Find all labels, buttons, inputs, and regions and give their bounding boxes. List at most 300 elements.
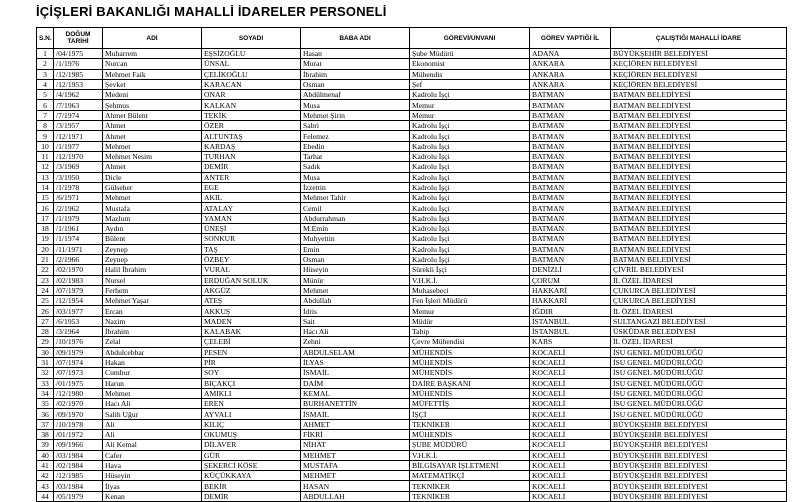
province-cell: BATMAN — [530, 141, 611, 151]
position-cell: DAİRE BAŞKANI — [410, 378, 530, 388]
sn-cell: 35 — [37, 399, 54, 409]
position-cell: Kadrolu İşçi — [410, 172, 530, 182]
birth-date-cell: /10/1976 — [54, 337, 103, 347]
position-cell: Kadrolu İşçi — [410, 244, 530, 254]
surname-cell: DEMİR — [202, 491, 301, 501]
sn-cell: 25 — [37, 296, 54, 306]
table-row — [37, 100, 787, 110]
first-name-cell: Hava — [103, 460, 202, 470]
province-cell: KOCAELİ — [530, 409, 611, 419]
father-name-cell: ABDULLAH — [301, 491, 410, 501]
province-cell: ADANA — [530, 49, 611, 59]
father-name-cell: DAİM — [301, 378, 410, 388]
table-row — [37, 429, 787, 439]
institution-cell: ÜSKÜDAR BELEDİYESİ — [611, 327, 787, 337]
father-name-cell: İdris — [301, 306, 410, 316]
province-cell: KOCAELİ — [530, 419, 611, 429]
father-name-cell: Abdülmenaf — [301, 90, 410, 100]
province-cell: ÇORUM — [530, 275, 611, 285]
province-cell: BATMAN — [530, 172, 611, 182]
position-cell: MÜHENDİS — [410, 388, 530, 398]
birth-date-cell: /2/1962 — [54, 203, 103, 213]
birth-date-cell: /02/1970 — [54, 399, 103, 409]
father-name-cell: MEHMET — [301, 471, 410, 481]
table-row — [37, 172, 787, 182]
province-cell: İSTANBUL — [530, 316, 611, 326]
father-name-cell: Murat — [301, 59, 410, 69]
first-name-cell: Hacı Ali — [103, 399, 202, 409]
column-header-surname: SOYADI — [202, 28, 301, 49]
surname-cell: ÇELEBİ — [202, 337, 301, 347]
sn-cell: 11 — [37, 151, 54, 161]
birth-date-cell: /09/1970 — [54, 409, 103, 419]
table-row — [37, 234, 787, 244]
table-row — [37, 182, 787, 192]
position-cell: TEKNİKER — [410, 419, 530, 429]
institution-cell: İSU GENEL MÜDÜRLÜĞÜ — [611, 347, 787, 357]
birth-date-cell: /12/1971 — [54, 131, 103, 141]
table-row — [37, 316, 787, 326]
surname-cell: KARDAŞ — [202, 141, 301, 151]
surname-cell: EŞSİZOĞLU — [202, 49, 301, 59]
father-name-cell: Mehmet — [301, 285, 410, 295]
position-cell: TEKNİKER — [410, 481, 530, 491]
table-row — [37, 162, 787, 172]
surname-cell: EGE — [202, 182, 301, 192]
father-name-cell: Cemil — [301, 203, 410, 213]
surname-cell: SOY — [202, 368, 301, 378]
birth-date-cell: /07/1979 — [54, 285, 103, 295]
province-cell: İSTANBUL — [530, 327, 611, 337]
institution-cell: İL ÖZEL İDARESİ — [611, 337, 787, 347]
surname-cell: ANTER — [202, 172, 301, 182]
position-cell: Çevre Mühendisi — [410, 337, 530, 347]
first-name-cell: İlyas — [103, 481, 202, 491]
father-name-cell: Sabri — [301, 121, 410, 131]
father-name-cell: MUSTAFA — [301, 460, 410, 470]
position-cell: Kadrolu İşçi — [410, 141, 530, 151]
position-cell: BİLGİSAYAR İŞLETMENİ — [410, 460, 530, 470]
province-cell: BATMAN — [530, 224, 611, 234]
first-name-cell: Mehmet — [103, 193, 202, 203]
province-cell: HAKKARİ — [530, 296, 611, 306]
surname-cell: KALKAN — [202, 100, 301, 110]
surname-cell: ATALAY — [202, 203, 301, 213]
first-name-cell: Mehmet Nesim — [103, 151, 202, 161]
sn-cell: 8 — [37, 121, 54, 131]
surname-cell: VURAL — [202, 265, 301, 275]
surname-cell: ŞEKERCİ KÖSE — [202, 460, 301, 470]
institution-cell: SULTANGAZİ BELEDİYESİ — [611, 316, 787, 326]
first-name-cell: Mehmet Faik — [103, 69, 202, 79]
surname-cell: OKUMUŞ — [202, 429, 301, 439]
first-name-cell: Ahmet Bülent — [103, 110, 202, 120]
first-name-cell: Zeynep — [103, 244, 202, 254]
sn-cell: 39 — [37, 440, 54, 450]
first-name-cell: Mehmet — [103, 388, 202, 398]
father-name-cell: BURHANETTİN — [301, 399, 410, 409]
father-name-cell: İbrahim — [301, 69, 410, 79]
birth-date-cell: /3/1969 — [54, 162, 103, 172]
birth-date-cell: /7/1963 — [54, 100, 103, 110]
province-cell: BATMAN — [530, 162, 611, 172]
birth-date-cell: /07/1973 — [54, 368, 103, 378]
sn-cell: 40 — [37, 450, 54, 460]
institution-cell: BATMAN BELEDİYESİ — [611, 141, 787, 151]
sn-cell: 3 — [37, 69, 54, 79]
table-row — [37, 110, 787, 120]
position-cell: İŞÇİ — [410, 409, 530, 419]
birth-date-cell: /1/1976 — [54, 59, 103, 69]
first-name-cell: Mustafa — [103, 203, 202, 213]
table-row — [37, 409, 787, 419]
first-name-cell: Nursel — [103, 275, 202, 285]
header-row — [37, 28, 787, 49]
first-name-cell: Hakan — [103, 357, 202, 367]
surname-cell: PESEN — [202, 347, 301, 357]
position-cell: Memur — [410, 100, 530, 110]
surname-cell: KÜÇÜKKAYA — [202, 471, 301, 481]
first-name-cell: Salih Uğur — [103, 409, 202, 419]
table-row — [37, 327, 787, 337]
sn-cell: 22 — [37, 265, 54, 275]
birth-date-cell: /12/1954 — [54, 296, 103, 306]
sn-cell: 43 — [37, 481, 54, 491]
table-row — [37, 193, 787, 203]
position-cell: Memur — [410, 110, 530, 120]
birth-date-cell: /04/1975 — [54, 49, 103, 59]
birth-date-cell: /01/1975 — [54, 378, 103, 388]
institution-cell: KEÇİÖREN BELEDİYESİ — [611, 69, 787, 79]
father-name-cell: M.Emin — [301, 224, 410, 234]
birth-date-cell: /12/1980 — [54, 388, 103, 398]
institution-cell: BATMAN BELEDİYESİ — [611, 162, 787, 172]
position-cell: V.H.K.İ. — [410, 275, 530, 285]
sn-cell: 23 — [37, 275, 54, 285]
sn-cell: 36 — [37, 409, 54, 419]
father-name-cell: Sait — [301, 316, 410, 326]
institution-cell: İL ÖZEL İDARESİ — [611, 275, 787, 285]
province-cell: BATMAN — [530, 234, 611, 244]
province-cell: ANKARA — [530, 79, 611, 89]
column-header-position: GÖREVİ/UNVANI — [410, 28, 530, 49]
province-cell: HAKKARİ — [530, 285, 611, 295]
first-name-cell: Ahmet — [103, 131, 202, 141]
sn-cell: 28 — [37, 327, 54, 337]
surname-cell: ÇELİKOĞLU — [202, 69, 301, 79]
institution-cell: BATMAN BELEDİYESİ — [611, 254, 787, 264]
table-row — [37, 265, 787, 275]
institution-cell: BATMAN BELEDİYESİ — [611, 131, 787, 141]
surname-cell: ÖZER — [202, 121, 301, 131]
table-row — [37, 471, 787, 481]
institution-cell: İSU GENEL MÜDÜRLÜĞÜ — [611, 357, 787, 367]
column-header-sn: S.N. — [37, 28, 54, 49]
father-name-cell: MEHMET — [301, 450, 410, 460]
page-title: İÇİŞLERİ BAKANLIĞI MAHALLİ İDARELER PERSONELİ — [36, 4, 387, 19]
sn-cell: 31 — [37, 357, 54, 367]
father-name-cell: İLYAS — [301, 357, 410, 367]
position-cell: MÜFETTİŞ — [410, 399, 530, 409]
institution-cell: İSU GENEL MÜDÜRLÜĞÜ — [611, 409, 787, 419]
sn-cell: 32 — [37, 368, 54, 378]
surname-cell: KILIÇ — [202, 419, 301, 429]
position-cell: Tabip — [410, 327, 530, 337]
province-cell: KOCAELİ — [530, 440, 611, 450]
table-row — [37, 49, 787, 59]
sn-cell: 38 — [37, 429, 54, 439]
birth-date-cell: /3/1950 — [54, 172, 103, 182]
father-name-cell: Mehmet Şirin — [301, 110, 410, 120]
table-row — [37, 378, 787, 388]
sn-cell: 30 — [37, 347, 54, 357]
father-name-cell: Osman — [301, 79, 410, 89]
father-name-cell: İSMAİL — [301, 368, 410, 378]
father-name-cell: Musa — [301, 172, 410, 182]
first-name-cell: Medeni — [103, 90, 202, 100]
sn-cell: 10 — [37, 141, 54, 151]
province-cell: IĞDIR — [530, 306, 611, 316]
table-row — [37, 460, 787, 470]
sn-cell: 42 — [37, 471, 54, 481]
column-header-province: GÖREV YAPTIĞI İL — [530, 28, 611, 49]
province-cell: BATMAN — [530, 203, 611, 213]
surname-cell: AMIKLI — [202, 388, 301, 398]
surname-cell: KALABAK — [202, 327, 301, 337]
institution-cell: BATMAN BELEDİYESİ — [611, 224, 787, 234]
surname-cell: TAŞ — [202, 244, 301, 254]
province-cell: BATMAN — [530, 90, 611, 100]
birth-date-cell: /7/1974 — [54, 110, 103, 120]
surname-cell: TEKİK — [202, 110, 301, 120]
birth-date-cell: /07/1974 — [54, 357, 103, 367]
birth-date-cell: /1/1974 — [54, 234, 103, 244]
surname-cell: ALTUNTAŞ — [202, 131, 301, 141]
table-row — [37, 90, 787, 100]
first-name-cell: Halil İbrahim — [103, 265, 202, 275]
table-row — [37, 59, 787, 69]
province-cell: KOCAELİ — [530, 481, 611, 491]
first-name-cell: Ali — [103, 429, 202, 439]
position-cell: Sürekli İşçi — [410, 265, 530, 275]
surname-cell: BEKİR — [202, 481, 301, 491]
first-name-cell: Cafer — [103, 450, 202, 460]
sn-cell: 29 — [37, 337, 54, 347]
column-header-first-name: ADI — [103, 28, 202, 49]
sn-cell: 44 — [37, 491, 54, 501]
sn-cell: 18 — [37, 224, 54, 234]
surname-cell: ERDUĞAN SOLUK — [202, 275, 301, 285]
sn-cell: 17 — [37, 213, 54, 223]
institution-cell: BATMAN BELEDİYESİ — [611, 90, 787, 100]
position-cell: Şube Müdürü — [410, 49, 530, 59]
first-name-cell: Nurcan — [103, 59, 202, 69]
position-cell: V.H.K.İ. — [410, 450, 530, 460]
birth-date-cell: /12/1985 — [54, 471, 103, 481]
surname-cell: EREN — [202, 399, 301, 409]
surname-cell: ÜNSAL — [202, 59, 301, 69]
father-name-cell: Felemez — [301, 131, 410, 141]
sn-cell: 26 — [37, 306, 54, 316]
first-name-cell: Aydın — [103, 224, 202, 234]
province-cell: BATMAN — [530, 244, 611, 254]
birth-date-cell: /09/1966 — [54, 440, 103, 450]
position-cell: Kadrolu İşçi — [410, 182, 530, 192]
first-name-cell: Ahmet — [103, 121, 202, 131]
table-row — [37, 275, 787, 285]
birth-date-cell: /10/1978 — [54, 419, 103, 429]
province-cell: BATMAN — [530, 213, 611, 223]
institution-cell: BATMAN BELEDİYESİ — [611, 234, 787, 244]
table-row — [37, 296, 787, 306]
first-name-cell: Mehmet — [103, 141, 202, 151]
province-cell: BATMAN — [530, 100, 611, 110]
position-cell: Kadrolu İşçi — [410, 90, 530, 100]
father-name-cell: Musa — [301, 100, 410, 110]
surname-cell: DİLAVER — [202, 440, 301, 450]
position-cell: Müdür — [410, 316, 530, 326]
position-cell: MÜHENDİS — [410, 429, 530, 439]
province-cell: KOCAELİ — [530, 450, 611, 460]
surname-cell: ÜNEŞİ — [202, 224, 301, 234]
institution-cell: BATMAN BELEDİYESİ — [611, 182, 787, 192]
table-row — [37, 306, 787, 316]
table-row — [37, 213, 787, 223]
table-row — [37, 224, 787, 234]
column-header-birth-date: DOĞUM TARİHİ — [54, 28, 103, 49]
first-name-cell: Bülent — [103, 234, 202, 244]
personnel-table — [36, 27, 787, 502]
birth-date-cell: /01/1972 — [54, 429, 103, 439]
position-cell: Kadrolu İşçi — [410, 121, 530, 131]
father-name-cell: FİKRİ — [301, 429, 410, 439]
table-row — [37, 357, 787, 367]
sn-cell: 15 — [37, 193, 54, 203]
institution-cell: BÜYÜKŞEHİR BELEDİYESİ — [611, 491, 787, 501]
institution-cell: ÇUKURCA BELEDİYESİ — [611, 296, 787, 306]
sn-cell: 7 — [37, 110, 54, 120]
first-name-cell: İbrahim — [103, 327, 202, 337]
first-name-cell: Nazim — [103, 316, 202, 326]
father-name-cell: İzzettin — [301, 182, 410, 192]
father-name-cell: Muhyettin — [301, 234, 410, 244]
father-name-cell: Sadık — [301, 162, 410, 172]
province-cell: BATMAN — [530, 131, 611, 141]
first-name-cell: Ercan — [103, 306, 202, 316]
province-cell: ANKARA — [530, 69, 611, 79]
sn-cell: 4 — [37, 79, 54, 89]
position-cell: MATEMATİKÇİ — [410, 471, 530, 481]
surname-cell: AKIL — [202, 193, 301, 203]
sn-cell: 34 — [37, 388, 54, 398]
birth-date-cell: /1/1961 — [54, 224, 103, 234]
sn-cell: 27 — [37, 316, 54, 326]
position-cell: MÜHENDİS — [410, 368, 530, 378]
sn-cell: 9 — [37, 131, 54, 141]
institution-cell: BATMAN BELEDİYESİ — [611, 193, 787, 203]
position-cell: Fen İşleri Müdürü — [410, 296, 530, 306]
position-cell: Kadrolu İşçi — [410, 151, 530, 161]
first-name-cell: Mehmet Yaşar — [103, 296, 202, 306]
table-row — [37, 337, 787, 347]
table-row — [37, 69, 787, 79]
institution-cell: İSU GENEL MÜDÜRLÜĞÜ — [611, 368, 787, 378]
birth-date-cell: /03/1984 — [54, 481, 103, 491]
father-name-cell: ABDULSELAM — [301, 347, 410, 357]
sn-cell: 37 — [37, 419, 54, 429]
sn-cell: 19 — [37, 234, 54, 244]
position-cell: Kadrolu İşçi — [410, 162, 530, 172]
first-name-cell: Muharrem — [103, 49, 202, 59]
first-name-cell: Mazlum — [103, 213, 202, 223]
surname-cell: ONAR — [202, 90, 301, 100]
table-row — [37, 131, 787, 141]
birth-date-cell: /6/1953 — [54, 316, 103, 326]
institution-cell: BÜYÜKŞEHİR BELEDİYESİ — [611, 49, 787, 59]
institution-cell: BATMAN BELEDİYESİ — [611, 110, 787, 120]
institution-cell: KEÇİÖREN BELEDİYESİ — [611, 59, 787, 69]
institution-cell: BÜYÜKŞEHİR BELEDİYESİ — [611, 471, 787, 481]
institution-cell: BATMAN BELEDİYESİ — [611, 244, 787, 254]
father-name-cell: Osman — [301, 254, 410, 264]
province-cell: BATMAN — [530, 254, 611, 264]
birth-date-cell: /12/1970 — [54, 151, 103, 161]
institution-cell: İSU GENEL MÜDÜRLÜĞÜ — [611, 378, 787, 388]
province-cell: BATMAN — [530, 121, 611, 131]
institution-cell: BATMAN BELEDİYESİ — [611, 151, 787, 161]
surname-cell: SONKUR — [202, 234, 301, 244]
province-cell: KOCAELİ — [530, 347, 611, 357]
sn-cell: 13 — [37, 172, 54, 182]
province-cell: BATMAN — [530, 182, 611, 192]
table-row — [37, 141, 787, 151]
surname-cell: AYVALI — [202, 409, 301, 419]
first-name-cell: Zeynep — [103, 254, 202, 264]
birth-date-cell: /09/1979 — [54, 347, 103, 357]
province-cell: KOCAELİ — [530, 357, 611, 367]
province-cell: BATMAN — [530, 193, 611, 203]
table-row — [37, 285, 787, 295]
birth-date-cell: /12/1985 — [54, 69, 103, 79]
father-name-cell: Münür — [301, 275, 410, 285]
first-name-cell: Gülseher — [103, 182, 202, 192]
father-name-cell: Ebedin — [301, 141, 410, 151]
institution-cell: ÇUKURCA BELEDİYESİ — [611, 285, 787, 295]
surname-cell: AKKUŞ — [202, 306, 301, 316]
position-cell: Kadrolu İşçi — [410, 254, 530, 264]
birth-date-cell: /03/1977 — [54, 306, 103, 316]
province-cell: KOCAELİ — [530, 399, 611, 409]
birth-date-cell: /3/1957 — [54, 121, 103, 131]
table-row — [37, 399, 787, 409]
surname-cell: AKGÜZ — [202, 285, 301, 295]
first-name-cell: Ali Kemal — [103, 440, 202, 450]
birth-date-cell: /02/1983 — [54, 275, 103, 285]
birth-date-cell: /2/1966 — [54, 254, 103, 264]
province-cell: KOCAELİ — [530, 368, 611, 378]
sn-cell: 24 — [37, 285, 54, 295]
surname-cell: BIÇAKÇI — [202, 378, 301, 388]
institution-cell: ÇİVRİL BELEDİYESİ — [611, 265, 787, 275]
table-row — [37, 203, 787, 213]
province-cell: KOCAELİ — [530, 471, 611, 481]
institution-cell: İL ÖZEL İDARESİ — [611, 306, 787, 316]
institution-cell: BÜYÜKŞEHİR BELEDİYESİ — [611, 481, 787, 491]
position-cell: Muhasebeci — [410, 285, 530, 295]
first-name-cell: Hüseyin — [103, 471, 202, 481]
province-cell: KOCAELİ — [530, 429, 611, 439]
table-row — [37, 121, 787, 131]
